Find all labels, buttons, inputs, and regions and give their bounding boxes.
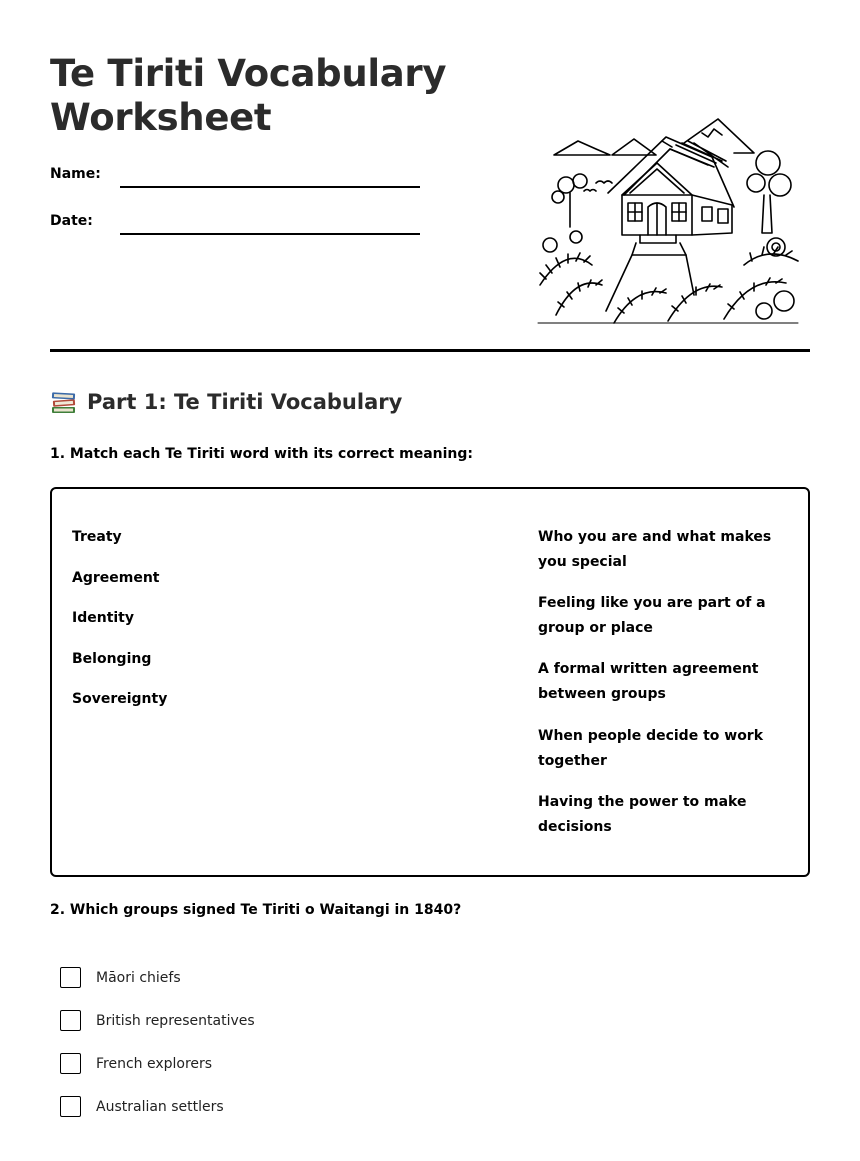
meaning-line: between groups (538, 686, 666, 702)
title-line-2: Worksheet (50, 96, 272, 139)
section-title-text: Part 1: Te Tiriti Vocabulary (87, 390, 403, 414)
match-meaning-2[interactable] (538, 591, 778, 641)
match-meaning-4[interactable] (538, 724, 778, 774)
header-divider (50, 349, 810, 352)
match-word-sovereignty[interactable]: Sovereignty (72, 691, 168, 707)
match-word-belonging[interactable]: Belonging (72, 651, 152, 667)
checkbox[interactable] (60, 1010, 81, 1031)
checkbox[interactable] (60, 967, 81, 988)
match-word-treaty[interactable]: Treaty (72, 529, 122, 545)
books-icon (50, 388, 78, 416)
match-meaning-1[interactable] (538, 525, 778, 575)
meaning-line: When people decide to work (538, 728, 764, 744)
section-title (50, 388, 402, 416)
matching-box (50, 487, 810, 877)
option-australian-settlers[interactable] (60, 1096, 224, 1117)
meaning-line: A formal written agreement (538, 661, 759, 677)
checkbox[interactable] (60, 1053, 81, 1074)
page-title (50, 52, 446, 140)
name-field[interactable] (120, 186, 420, 188)
wharenui-house-illustration (536, 115, 801, 327)
meaning-line: together (538, 753, 607, 769)
meaning-line: decisions (538, 819, 612, 835)
name-label: Name: (50, 166, 101, 182)
meaning-line: Feeling like you are part of a (538, 595, 766, 611)
date-field[interactable] (120, 233, 420, 235)
checkbox[interactable] (60, 1096, 81, 1117)
option-french-explorers[interactable] (60, 1053, 212, 1074)
meaning-line: group or place (538, 620, 653, 636)
question-1: 1. Match each Te Tiriti word with its correct meaning: (50, 446, 473, 462)
date-label: Date: (50, 213, 93, 229)
match-word-identity[interactable]: Identity (72, 610, 135, 626)
match-meaning-3[interactable] (538, 657, 778, 707)
option-british-representatives[interactable] (60, 1010, 255, 1031)
option-label: British representatives (96, 1012, 255, 1029)
match-meaning-5[interactable] (538, 790, 778, 840)
meaning-line: Having the power to make (538, 794, 747, 810)
option-label: French explorers (96, 1055, 213, 1072)
option-label: Māori chiefs (96, 969, 181, 986)
question-2: 2. Which groups signed Te Tiriti o Waitangi in 1840? (50, 902, 462, 918)
meaning-line: Who you are and what makes (538, 529, 772, 545)
title-line-1: Te Tiriti Vocabulary (50, 52, 447, 95)
match-word-agreement[interactable]: Agreement (72, 570, 160, 586)
option-maori-chiefs[interactable] (60, 967, 181, 988)
meaning-line: you special (538, 554, 627, 570)
option-label: Australian settlers (96, 1098, 224, 1115)
